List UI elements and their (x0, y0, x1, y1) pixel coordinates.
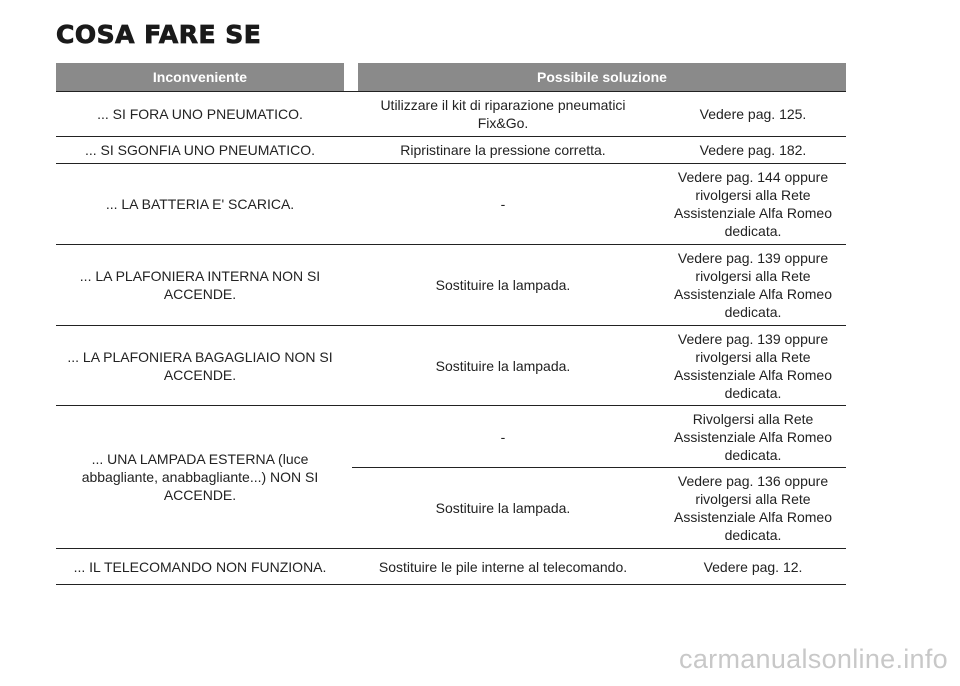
row-1-reference: Vedere pag. 125. (699, 106, 807, 122)
row-3-problem: ... LA BATTERIA E' SCARICA. (105, 196, 295, 212)
row-1-action: Utilizzare il kit di riparazione pneumatici Fix&Go. (380, 97, 626, 131)
row-4-reference: Vedere pag. 139 oppure rivolgersi alla Rete Assistenziale Alfa Romeo dedicata. (674, 250, 832, 320)
row-8-divider (56, 584, 846, 585)
row-2-reference: Vedere pag. 182. (699, 142, 807, 158)
header-solution: Possibile soluzione (358, 63, 846, 91)
row-8-action: Sostituire le pile interne al telecomando. (378, 558, 628, 575)
header-problem: Inconveniente (56, 63, 344, 91)
row-4-action: Sostituire la lampada. (435, 277, 571, 293)
row-2-problem: ... SI SGONFIA UNO PNEUMATICO. (85, 142, 315, 158)
watermark: carmanualsonline.info (679, 644, 948, 674)
page-title: COSA FARE SE (56, 20, 262, 49)
row-6-action: - (500, 428, 506, 445)
row-8-problem: ... IL TELECOMANDO NON FUNZIONA. (73, 558, 327, 575)
row-7-reference: Vedere pag. 136 oppure rivolgersi alla Rete Assistenziale Alfa Romeo dedicata. (674, 473, 832, 543)
row-6-problem: ... UNA LAMPADA ESTERNA (luce abbagliante, anabbagliante...) NON SI ACCENDE. (81, 451, 319, 503)
row-4-problem: ... LA PLAFONIERA INTERNA NON SI ACCENDE. (79, 268, 321, 302)
row-7-action: Sostituire la lampada. (435, 500, 571, 516)
row-3-reference: Vedere pag. 144 oppure rivolgersi alla Rete Assistenziale Alfa Romeo dedicata. (674, 169, 832, 239)
header-gap (344, 63, 358, 91)
row-3-action: - (500, 196, 506, 212)
row-6-reference: Rivolgersi alla Rete Assistenziale Alfa Romeo dedicata. (674, 410, 832, 463)
row-5-problem: ... LA PLAFONIERA BAGAGLIAIO NON SI ACCENDE. (67, 348, 333, 383)
row-8-reference: Vedere pag. 12. (703, 558, 803, 575)
row-5-action: Sostituire la lampada. (435, 357, 571, 374)
row-1-problem: ... SI FORA UNO PNEUMATICO. (97, 106, 303, 122)
row-2-action: Ripristinare la pressione corretta. (400, 142, 606, 158)
row-5-reference: Vedere pag. 139 oppure rivolgersi alla Rete Assistenziale Alfa Romeo dedicata. (674, 330, 832, 401)
